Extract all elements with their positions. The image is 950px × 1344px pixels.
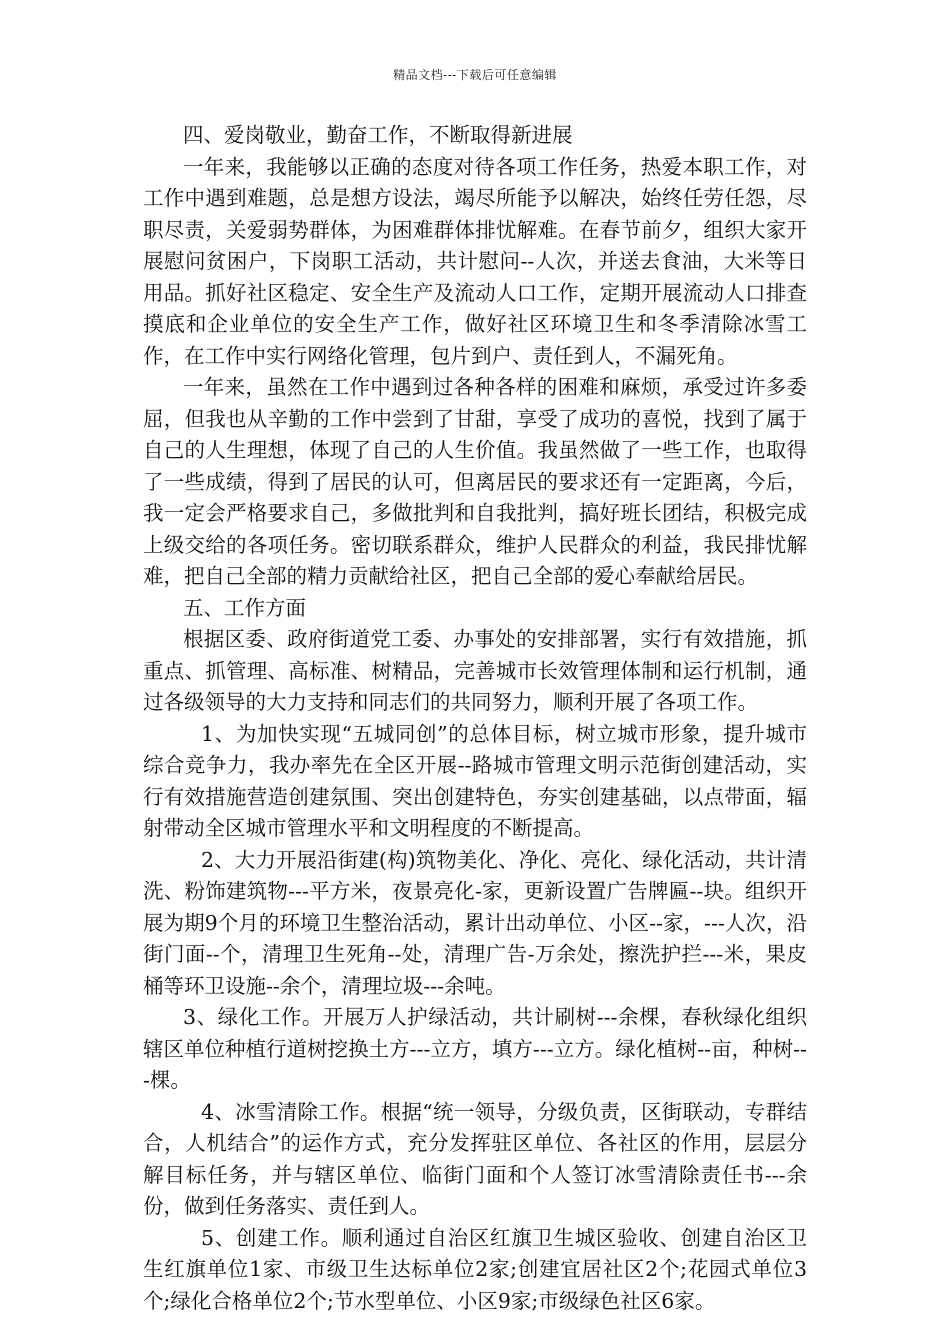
paragraph: 根据区委、政府街道党工委、办事处的安排部署，实行有效措施，抓重点、抓管理、高标准、树精品，完善城市长效管理体制和运行机制，通过各级领导的大力支持和同志们的共同努力，顺利开展了各项工作。 — [143, 627, 807, 714]
paragraph: 一年来，我能够以正确的态度对待各项工作任务，热爱本职工作，对工作中遇到难题，总是想方设法，竭尽所能予以解决，始终任劳任怨，尽职尽责，关爱弱势群体，为困难群体排忧解难。在春节前夕，组织大家开展慰问贫困户，下岗职工活动，共计慰问--人次，并送去食油，大米等日用品。抓好社区稳定、安全生产及流动人口工作，定期开展流动人口排查摸底和企业单位的安全生产工作，做好社区环境卫生和冬季清除冰雪工作，在工作中实行网络化管理，包片到户、责任到人，不漏死角。 — [143, 154, 807, 368]
paragraph: 一年来，虽然在工作中遇到过各种各样的困难和麻烦，承受过许多委屈，但我也从辛勤的工作中尝到了甘甜，享受了成功的喜悦，找到了属于自己的人生理想，体现了自己的人生价值。我虽然做了一些工作，也取得了一些成绩，得到了居民的认可，但离居民的要求还有一定距离，今后，我一定会严格要求自己，多做批判和自我批判，搞好班长团结，积极完成上级交给的各项任务。密切联系群众，维护人民群众的利益，我民排忧解难，把自己全部的精力贡献给社区，把自己全部的爱心奉献给居民。 — [143, 375, 807, 588]
numbered-paragraph: 2、大力开展沿街建(构)筑物美化、净化、亮化、绿化活动，共计清洗、粉饰建筑物---平方米，夜景亮化-家，更新设置广告牌匾--块。组织开展为期9个月的环境卫生整治活动，累计出动单位、小区--家，---人次，沿街门面--个，清理卫生死角--处，清理广告-万余处，擦洗护拦---米，果皮桶等环卫设施--余个，清理垃圾---余吨。 — [143, 847, 807, 998]
numbered-paragraph: 5、创建工作。顺利通过自治区红旗卫生城区验收、创建自治区卫生红旗单位1家、市级卫生达标单位2家;创建宜居社区2个;花园式单位3个;绿化合格单位2个;节水型单位、小区9家;市级绿色社区6家。 — [143, 1225, 807, 1313]
document-body — [143, 120, 807, 1317]
section-heading-5: 五、工作方面 — [183, 595, 306, 620]
numbered-paragraph: 4、冰雪清除工作。根据“统一领导，分级负责，区街联动，专群结合，人机结合”的运作方式，充分发挥驻区单位、各社区的作用，层层分解目标任务，并与辖区单位、临街门面和个人签订冰雪清除责任书---余份，做到任务落实、责任到人。 — [143, 1099, 807, 1218]
numbered-paragraph: 1、为加快实现“五城同创”的总体目标，树立城市形象，提升城市综合竞争力，我办率先在全区开展--路城市管理文明示范街创建活动，实行有效措施营造创建氛围、突出创建特色，夯实创建基础，以点带面，辐射带动全区城市管理水平和文明程度的不断提高。 — [143, 721, 807, 840]
section-heading-4: 四、爱岗敬业，勤奋工作，不断取得新进展 — [183, 123, 573, 147]
numbered-paragraph: 3、绿化工作。开展万人护绿活动，共计刷树---余棵，春秋绿化组织辖区单位种植行道树挖换土方---立方，填方---立方。绿化植树--亩，种树---棵。 — [143, 1005, 807, 1092]
page-header: 精品文档---下载后可任意编辑 — [393, 68, 557, 82]
